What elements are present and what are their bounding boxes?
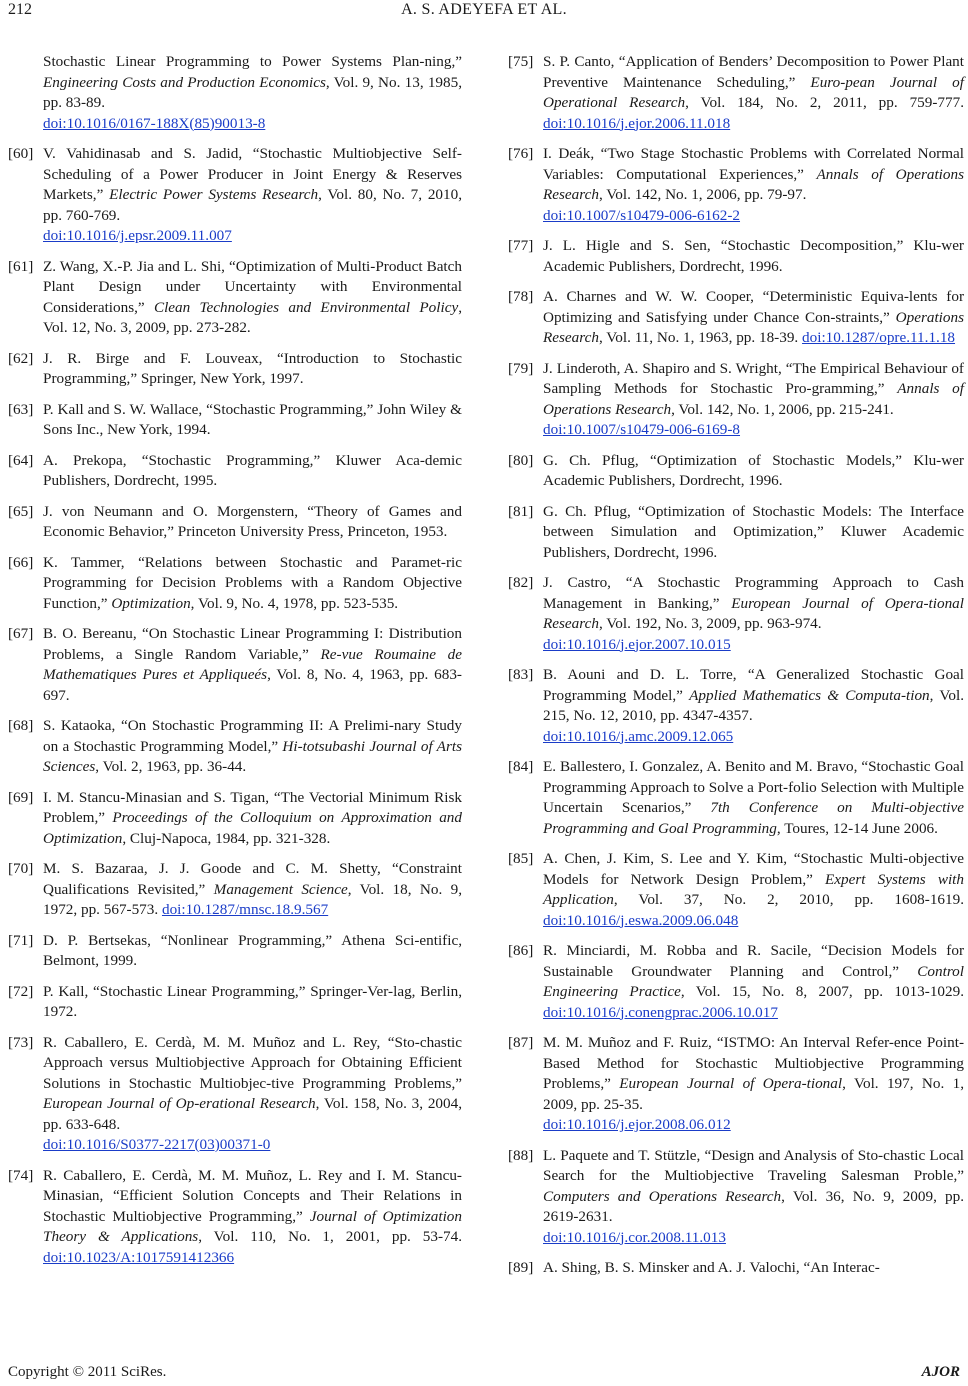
- reference-source-title: Computers and Operations Research: [543, 1187, 782, 1205]
- reference-source-title: Management Science: [213, 880, 348, 898]
- reference-entry: [508, 451, 964, 492]
- reference-text: A. Prekopa, “Stochastic Programming,” Kluwer Aca-demic Publishers, Dordrecht, 1995.: [43, 451, 462, 489]
- reference-entry: [508, 757, 964, 839]
- doi-link[interactable]: doi:10.1016/j.epsr.2009.11.007: [43, 227, 232, 244]
- reference-entry: [8, 1166, 462, 1269]
- reference-number: [81]: [508, 502, 534, 520]
- reference-entry: [8, 52, 462, 134]
- reference-text: B. Aouni and D. L. Torre, “A Generalized Stochastic Goal Programming Model,” Applied Mathematics & Computa-tion, Vol. 215, No. 12, 2010, pp. 4347-4357. doi:10.1016/j.amc.2009.12.065: [543, 666, 964, 745]
- reference-text: R. Caballero, E. Cerdà, M. M. Muñoz and L. Rey, “Sto-chastic Approach versus Multiobjective Approach for Obtaining Efficient Solutions in Stochastic Multiobjec-tive Programming Problems,” European Journal of Op-erational Research, Vol. 158, No. 3, 2004, pp. 633-648. doi:10.1016/S0377-2217(03)00371-0: [43, 1033, 462, 1153]
- reference-number: [84]: [508, 758, 534, 775]
- reference-number: [74]: [8, 1166, 34, 1184]
- reference-source-title: Hi-totsubashi Journal of Arts Sciences: [43, 737, 462, 775]
- reference-number: [86]: [508, 942, 534, 959]
- doi-link[interactable]: doi:10.1016/j.ejor.2008.06.012: [543, 1116, 731, 1133]
- reference-number: [88]: [508, 1146, 534, 1164]
- reference-number: [72]: [8, 982, 34, 1000]
- reference-number: [63]: [8, 400, 34, 418]
- reference-text: A. Shing, B. S. Minsker and A. J. Valochi, “An Interac-: [543, 1259, 880, 1276]
- doi-link[interactable]: doi:10.1016/S0377-2217(03)00371-0: [43, 1136, 271, 1153]
- reference-source-title: Optimization: [111, 594, 191, 612]
- doi-link[interactable]: doi:10.1287/mnsc.18.9.567: [161, 901, 329, 918]
- reference-source-title: Proceedings of the Colloquium on Approximation and Optimization: [43, 809, 462, 847]
- reference-number: [78]: [508, 288, 534, 305]
- doi-link[interactable]: doi:10.1287/opre.11.1.18: [802, 329, 956, 346]
- reference-number: [65]: [8, 502, 34, 520]
- reference-source-title: European Journal of Op-erational Research: [43, 1095, 316, 1112]
- reference-source-title: Applied Mathematics & Computa-tion: [689, 686, 930, 704]
- reference-entry: [8, 257, 462, 339]
- reference-text: P. Kall, “Stochastic Linear Programming,” Springer-Ver-lag, Berlin, 1972.: [43, 982, 462, 1020]
- reference-text: P. Kall and S. W. Wallace, “Stochastic Programming,” John Wiley & Sons Inc., New York, 1994.: [43, 400, 462, 438]
- reference-text: M. S. Bazaraa, J. J. Goode and C. M. Shetty, “Constraint Qualifications Revisited,” Management Science, Vol. 18, No. 9, 1972, pp. 567-573. doi:10.1287/mnsc.18.9.567: [43, 860, 463, 918]
- reference-number: [62]: [8, 349, 34, 367]
- reference-entry: [8, 931, 462, 972]
- reference-entry: [8, 553, 462, 615]
- reference-source-title: Annals of Operations Research: [543, 380, 964, 418]
- reference-number: [60]: [8, 145, 34, 162]
- doi-link[interactable]: doi:10.1023/A:1017591412366: [43, 1248, 235, 1266]
- reference-source-title: Operations Research: [543, 308, 964, 346]
- reference-entry: [508, 665, 964, 747]
- journal-abbrev: AJOR: [921, 1364, 960, 1380]
- reference-number: [80]: [508, 451, 534, 469]
- reference-source-title: Annals of Operations Research: [543, 165, 964, 203]
- reference-number: [66]: [8, 553, 34, 571]
- reference-source-title: Expert Systems with Application: [543, 870, 964, 908]
- reference-text: D. P. Bertsekas, “Nonlinear Programming,” Athena Sci-entific, Belmont, 1999.: [43, 931, 462, 969]
- reference-source-title: Clean Technologies and Environmental Policy: [153, 298, 459, 316]
- reference-text: I. M. Stancu-Minasian and S. Tigan, “The Vectorial Minimum Risk Problem,” Proceedings of the Colloquium on Approximation and Optimization, Cluj-Napoca, 1984, pp. 321-328.: [43, 788, 462, 847]
- reference-entry: [508, 502, 964, 564]
- reference-text: J. von Neumann and O. Morgenstern, “Theory of Games and Economic Behavior,” Princeton University Press, Princeton, 1953.: [43, 502, 462, 540]
- running-title: A. S. ADEYEFA ET AL.: [401, 1, 567, 18]
- reference-source-title: European Journal of Opera-tional Research: [543, 594, 964, 632]
- reference-text: B. O. Bereanu, “On Stochastic Linear Programming I: Distribution Problems, a Single Random Variable,” Re-vue Roumaine de Mathematiques Pures et Appliqueés, Vol. 8, No. 4, 1963, pp. 683-697.: [43, 625, 462, 704]
- reference-number: [71]: [8, 931, 34, 949]
- doi-link[interactable]: doi:10.1016/j.ejor.2007.10.015: [543, 635, 731, 653]
- reference-source-title: Re-vue Roumaine de Mathematiques Pures et Appliqueés: [43, 645, 462, 683]
- reference-text: K. Tammer, “Relations between Stochastic and Paramet-ric Programming for Decision Problems with a Random Objective Function,” Optimization, Vol. 9, No. 4, 1978, pp. 523-535.: [43, 553, 462, 612]
- doi-link[interactable]: doi:10.1016/j.conengprac.2006.10.017: [543, 1003, 778, 1021]
- reference-text: J. L. Higle and S. Sen, “Stochastic Decomposition,” Klu-wer Academic Publishers, Dordrecht, 1996.: [543, 237, 964, 275]
- reference-number: [77]: [508, 237, 534, 254]
- reference-text: G. Ch. Pflug, “Optimization of Stochastic Models: The Interface between Simulation and Optimization,” Kluwer Academic Publishers, Dordrecht, 1996.: [543, 502, 964, 561]
- reference-entry: [508, 287, 964, 349]
- reference-text: Stochastic Linear Programming to Power Systems Plan-ning,” Engineering Costs and Production Economics, Vol. 9, No. 13, 1985, pp. 83-89. doi:10.1016/0167-188X(85)90013-8: [43, 53, 462, 132]
- reference-source-title: Journal of Optimization Theory & Applications: [43, 1207, 462, 1245]
- reference-text: S. Kataoka, “On Stochastic Programming II: A Prelimi-nary Study on a Stochastic Programming Model,” Hi-totsubashi Journal of Arts Sciences, Vol. 2, 1963, pp. 36-44.: [43, 717, 462, 775]
- reference-entry: [508, 359, 964, 441]
- reference-entry: [508, 236, 964, 277]
- right-column: [508, 52, 964, 1289]
- reference-text: M. M. Muñoz and F. Ruiz, “ISTMO: An Interval Refer-ence Point-Based Method for Stochastic Multiobjective Programming Problems,” European Journal of Opera-tional, Vol. 197, No. 1, 2009, pp. 25-35. doi:10.1016/j.ejor.2008.06.012: [543, 1034, 964, 1133]
- reference-number: [73]: [8, 1033, 34, 1051]
- reference-text: L. Paquete and T. Stützle, “Design and Analysis of Sto-chastic Local Search for the Multiobjective Traveling Salesman Proble,” Computers and Operations Research, Vol. 36, No. 9, 2009, pp. 2619-2631. doi:10.1016/j.cor.2008.11.013: [543, 1146, 965, 1246]
- reference-source-title: Electric Power Systems Research: [109, 186, 319, 203]
- reference-text: A. Charnes and W. W. Cooper, “Deterministic Equiva-lents for Optimizing and Satisfying under Chance Con-straints,” Operations Research, Vol. 11, No. 1, 1963, pp. 18-39. doi:10.1287/opre.11.1.18: [543, 288, 964, 346]
- doi-link[interactable]: doi:10.1016/j.amc.2009.12.065: [543, 727, 734, 745]
- reference-entry: [8, 349, 462, 390]
- reference-number: [85]: [508, 850, 534, 867]
- doi-link[interactable]: doi:10.1007/s10479-006-6169-8: [543, 421, 741, 438]
- reference-number: [79]: [508, 359, 534, 377]
- page-number: 212: [8, 1, 32, 18]
- reference-number: [89]: [508, 1259, 534, 1276]
- reference-entry: [508, 573, 964, 655]
- reference-entry: [508, 1146, 964, 1249]
- reference-entry: [8, 788, 462, 850]
- reference-number: [70]: [8, 860, 34, 877]
- reference-text: J. R. Birge and F. Louveax, “Introduction to Stochastic Programming,” Springer, New York, 1997.: [43, 349, 462, 387]
- reference-source-title: European Journal of Opera-tional: [619, 1075, 843, 1092]
- reference-entry: [8, 1033, 462, 1156]
- doi-link[interactable]: doi:10.1007/s10479-006-6162-2: [543, 206, 741, 224]
- reference-text: I. Deák, “Two Stage Stochastic Problems with Correlated Normal Variables: Computational Experiences,” Annals of Operations Research, Vol. 142, No. 1, 2006, pp. 79-97. doi:10.1007/s10479-006-6162-2: [543, 145, 964, 224]
- copyright-notice: Copyright © 2011 SciRes.: [8, 1364, 167, 1380]
- reference-source-title: Control Engineering Practice: [543, 962, 964, 1000]
- reference-entry: [508, 52, 964, 134]
- page-header: [0, 0, 968, 30]
- reference-number: [67]: [8, 625, 34, 642]
- reference-entry: [8, 716, 462, 778]
- reference-source-title: Engineering Costs and Production Economics: [43, 73, 326, 91]
- reference-number: [69]: [8, 788, 34, 806]
- doi-link[interactable]: doi:10.1016/0167-188X(85)90013-8: [43, 114, 266, 132]
- left-column: [8, 52, 462, 1278]
- reference-text: G. Ch. Pflug, “Optimization of Stochastic Models,” Klu-wer Academic Publishers, Dordrecht, 1996.: [543, 451, 964, 489]
- reference-text: S. P. Canto, “Application of Benders’ Decomposition to Power Plant Preventive Maintenance Scheduling,” Euro-pean Journal of Operational Research, Vol. 184, No. 2, 2011, pp. 759-777. doi:10.1016/j.ejor.2006.11.018: [543, 53, 964, 132]
- reference-number: [68]: [8, 717, 34, 734]
- reference-text: E. Ballestero, I. Gonzalez, A. Benito and M. Bravo, “Stochastic Goal Programming Approach to Solve a Port-folio Selection with Multiple Uncertain Scenarios,” 7th Conference on Multi-objective Programming and Goal Programming, Toures, 12-14 June 2006.: [543, 758, 964, 837]
- reference-text: J. Castro, “A Stochastic Programming Approach to Cash Management in Banking,” European Journal of Opera-tional Research, Vol. 192, No. 3, 2009, pp. 963-974. doi:10.1016/j.ejor.2007.10.015: [543, 574, 964, 653]
- reference-entry: [8, 859, 462, 921]
- reference-entry: [8, 982, 462, 1023]
- reference-entry: [8, 144, 462, 247]
- reference-source-title: Euro-pean Journal of Operational Research: [543, 73, 964, 111]
- reference-entry: [508, 849, 964, 931]
- reference-number: [82]: [508, 574, 534, 591]
- reference-entry: [508, 144, 964, 226]
- reference-text: J. Linderoth, A. Shapiro and S. Wright, “The Empirical Behaviour of Sampling Methods for Stochastic Pro-gramming,” Annals of Operations Research, Vol. 142, No. 1, 2006, pp. 215-241. doi:10.1007/s10479-006-6169-8: [543, 359, 964, 438]
- reference-source-title: 7th Conference on Multi-objective Programming and Goal Programming: [543, 799, 964, 837]
- reference-text: R. Minciardi, M. Robba and R. Sacile, “Decision Models for Sustainable Groundwater Planning and Control,” Control Engineering Practice, Vol. 15, No. 8, 2007, pp. 1013-1029. doi:10.1016/j.conengprac.2006.10.017: [543, 942, 964, 1021]
- reference-entry: [8, 400, 462, 441]
- doi-link[interactable]: doi:10.1016/j.eswa.2009.06.048: [543, 911, 739, 929]
- reference-entry: [508, 1258, 964, 1279]
- reference-number: [64]: [8, 451, 34, 469]
- reference-number: [87]: [508, 1034, 534, 1051]
- reference-entry: [8, 624, 462, 706]
- reference-text: A. Chen, J. Kim, S. Lee and Y. Kim, “Stochastic Multi-objective Models for Network Design Problem,” Expert Systems with Application, Vol. 37, No. 2, 2010, pp. 1608-1619. doi:10.1016/j.eswa.2009.06.048: [543, 850, 964, 929]
- reference-entry: [8, 451, 462, 492]
- reference-text: V. Vahidinasab and S. Jadid, “Stochastic Multiobjective Self-Scheduling of a Power Producer in Joint Energy & Reserves Markets,” Electric Power Systems Research, Vol. 80, No. 7, 2010, pp. 760-769. doi:10.1016/j.epsr.2009.11.007: [43, 145, 462, 244]
- reference-number: [76]: [508, 145, 534, 162]
- reference-number: [61]: [8, 257, 34, 275]
- doi-link[interactable]: doi:10.1016/j.ejor.2006.11.018: [543, 114, 731, 132]
- reference-number: [83]: [508, 666, 534, 683]
- reference-entry: [508, 1033, 964, 1136]
- reference-number: [75]: [508, 53, 534, 70]
- reference-entry: [508, 941, 964, 1023]
- reference-entry: [8, 502, 462, 543]
- doi-link[interactable]: doi:10.1016/j.cor.2008.11.013: [543, 1228, 726, 1246]
- reference-text: R. Caballero, E. Cerdà, M. M. Muñoz, L. Rey and I. M. Stancu-Minasian, “Efficient Solution Concepts and Their Relations in Stochastic Multiobjective Programming,” Journal of Optimization Theory & Applications, Vol. 110, No. 1, 2001, pp. 53-74. doi:10.1023/A:1017591412366: [43, 1166, 462, 1266]
- reference-text: Z. Wang, X.-P. Jia and L. Shi, “Optimization of Multi-Product Batch Plant Design under Uncertainty with Environmental Considerations,” Clean Technologies and Environmental Policy, Vol. 12, No. 3, 2009, pp. 273-282.: [43, 257, 462, 336]
